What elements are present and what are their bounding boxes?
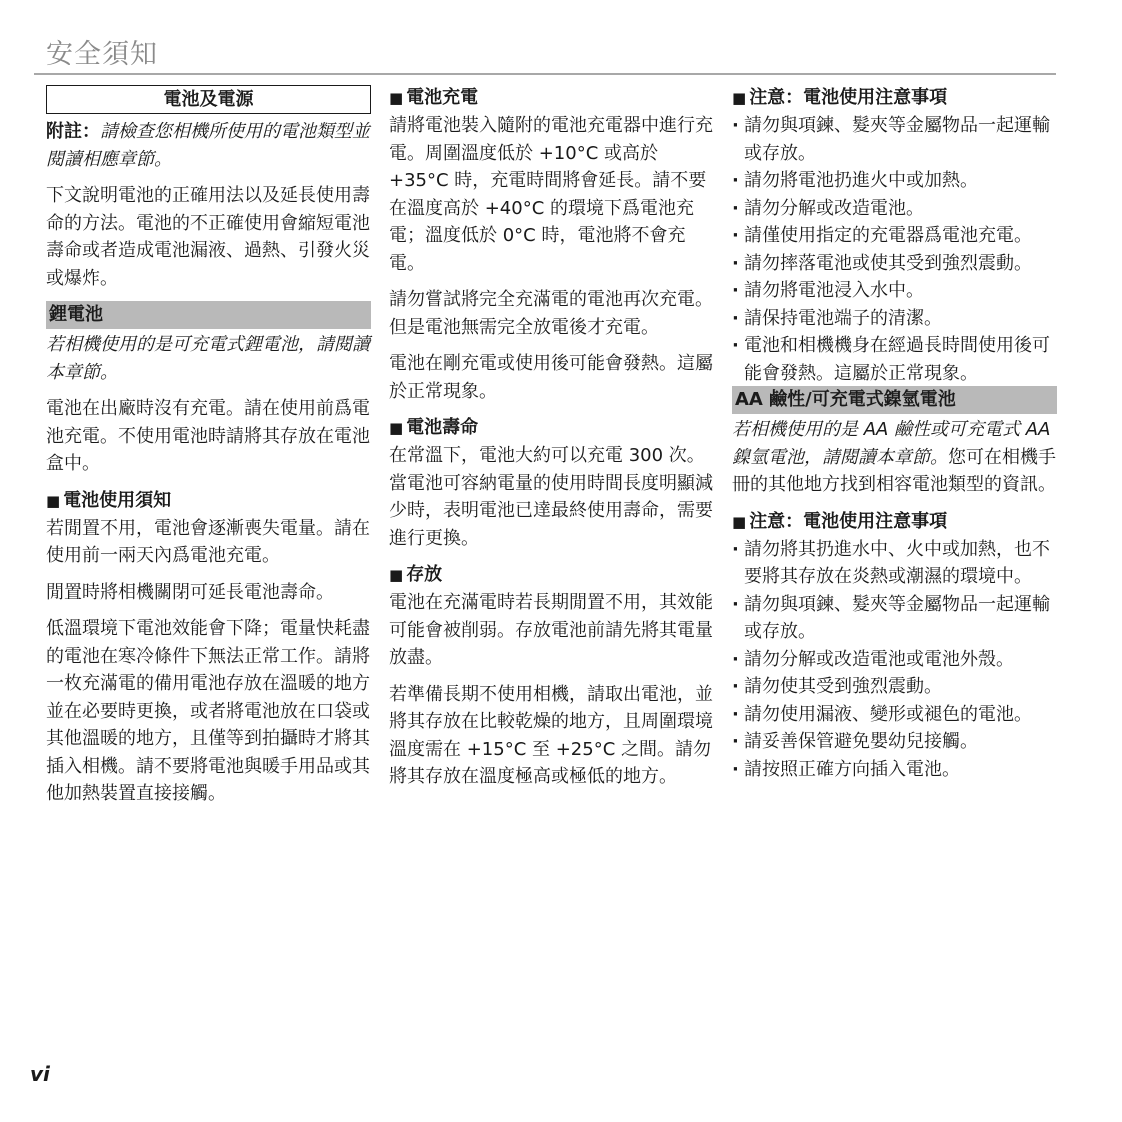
list-item: · 請勿分解或改造電池或電池外殼。 [732, 646, 1057, 674]
subheading-caution-1: ■ 注意：電池使用注意事項 [732, 87, 948, 108]
list-item: · 請勿將其扔進水中、火中或加熱，也不要將其存放在炎熱或潮濕的環境中。 [732, 536, 1057, 591]
list-item: · 請妥善保管避免嬰幼兒接觸。 [732, 728, 1057, 756]
square-bullet-icon: ■ [732, 89, 747, 107]
square-bullet-icon: ■ [389, 566, 404, 584]
subheading-battery-notes: ■ 電池使用須知 [46, 489, 172, 511]
page-title: 安全須知 [46, 39, 158, 70]
list-item: · 請勿與項鍊、髮夾等金屬物品一起運輸或存放。 [732, 112, 1057, 167]
square-bullet-icon: ■ [389, 89, 404, 107]
notes-paragraph-1: 若閒置不用，電池會逐漸喪失電量。請在使用前一兩天內爲電池充電。 [46, 517, 370, 566]
charging-paragraph-2: 請勿嘗試將完全充滿電的電池再次充電。但是電池無需完全放電後才充電。 [389, 289, 713, 338]
storage-paragraph-1: 電池在充滿電時若長期閒置不用，其效能可能會被削弱。存放電池前請先將其電量放盡。 [389, 592, 713, 668]
section-title-lithium: 鋰電池 [46, 301, 371, 329]
subheading-battery-life: ■ 電池壽命 [389, 417, 479, 438]
aa-paragraph [732, 416, 1057, 499]
page-number: vi [30, 1062, 50, 1086]
intro-paragraph: 下文說明電池的正確用法以及延長使用壽命的方法。電池的不正確使用會縮短電池壽命或者造成電池漏液、過熱、引發火災或爆炸。 [46, 185, 370, 289]
list-item: · 請勿分解或改造電池。 [732, 195, 1057, 223]
column-1 [46, 84, 371, 817]
note-label: 附註： [46, 121, 100, 142]
square-bullet-icon: ■ [732, 512, 747, 531]
list-item: · 請保持電池端子的清潔。 [732, 305, 1057, 333]
list-item: · 請勿將電池浸入水中。 [732, 277, 1057, 305]
charging-paragraph-1: 請將電池裝入隨附的電池充電器中進行充電。周圍溫度低於 +10°C 或高於 +35°C 時，充電時間將會延長。請不要在溫度高於 +40°C 的環境下爲電池充電；溫度低於 0°C 時，電池將不會充電。 [389, 115, 713, 274]
column-3 [732, 84, 1057, 792]
square-bullet-icon: ■ [389, 419, 404, 437]
list-item: · 請勿使其受到強烈震動。 [732, 673, 1057, 701]
note-paragraph [46, 118, 371, 173]
notes-paragraph-3: 低溫環境下電池效能會下降；電量快耗盡的電池在寒冷條件下無法正常工作。請將一枚充滿電的備用電池存放在溫暖的地方並在必要時更換，或者將電池放在口袋或其他溫暖的地方，且僅等到拍攝時才將其插入相機。請不要將電池與暖手用品或其他加熱裝置直接接觸。 [46, 618, 370, 804]
subheading-storage: ■ 存放 [389, 564, 443, 585]
life-paragraph: 在常溫下，電池大約可以充電 300 次。當電池可容納電量的使用時間長度明顯減少時，表明電池已達最終使用壽命，需要進行更換。 [389, 445, 713, 549]
title-divider [34, 73, 1056, 75]
storage-paragraph-2: 若準備長期不使用相機，請取出電池，並將其存放在比較乾燥的地方，且周圍環境溫度需在 +15°C 至 +25°C 之間。請勿將其存放在溫度極高或極低的地方。 [389, 683, 713, 787]
list-item: · 電池和相機機身在經過長時間使用後可能會發熱。這屬於正常現象。 [732, 332, 1057, 387]
list-item: · 請按照正確方向插入電池。 [732, 756, 1057, 784]
lithium-italic-note: 若相機使用的是可充電式鋰電池，請閱讀本章節。 [46, 334, 370, 383]
aa-plain-text: 您可在相機手冊的其他地方找到相容電池類型的資訊。 [732, 446, 1056, 495]
charging-paragraph-3: 電池在剛充電或使用後可能會發熱。這屬於正常現象。 [389, 353, 713, 402]
lithium-paragraph: 電池在出廠時沒有充電。請在使用前爲電池充電。不使用電池時請將其存放在電池盒中。 [46, 398, 370, 474]
section-title-aa-batteries: AA 鹼性/可充電式鎳氫電池 [732, 386, 1057, 414]
caution-list-1 [732, 112, 1057, 387]
note-text: 請檢查您相機所使用的電池類型並閱讀相應章節。 [46, 121, 370, 170]
section-title-battery-power: 電池及電源 [46, 85, 371, 114]
column-2 [389, 84, 714, 800]
list-item: · 請勿與項鍊、髮夾等金屬物品一起運輸或存放。 [732, 591, 1057, 646]
subheading-charging: ■ 電池充電 [389, 87, 479, 108]
list-item: · 請勿將電池扔進火中或加熱。 [732, 167, 1057, 195]
list-item: · 請勿使用漏液、變形或褪色的電池。 [732, 701, 1057, 729]
list-item: · 請僅使用指定的充電器爲電池充電。 [732, 222, 1057, 250]
aa-italic-note: 若相機使用的是 AA 鹼性或可充電式 AA 鎳氫電池，請閱讀本章節。 [732, 419, 1051, 468]
list-item: · 請勿摔落電池或使其受到強烈震動。 [732, 250, 1057, 278]
caution-list-2 [732, 536, 1057, 784]
subheading-caution-2: ■ 注意：電池使用注意事項 [732, 510, 948, 532]
notes-paragraph-2: 閒置時將相機關閉可延長電池壽命。 [46, 581, 334, 603]
square-bullet-icon: ■ [46, 491, 61, 510]
